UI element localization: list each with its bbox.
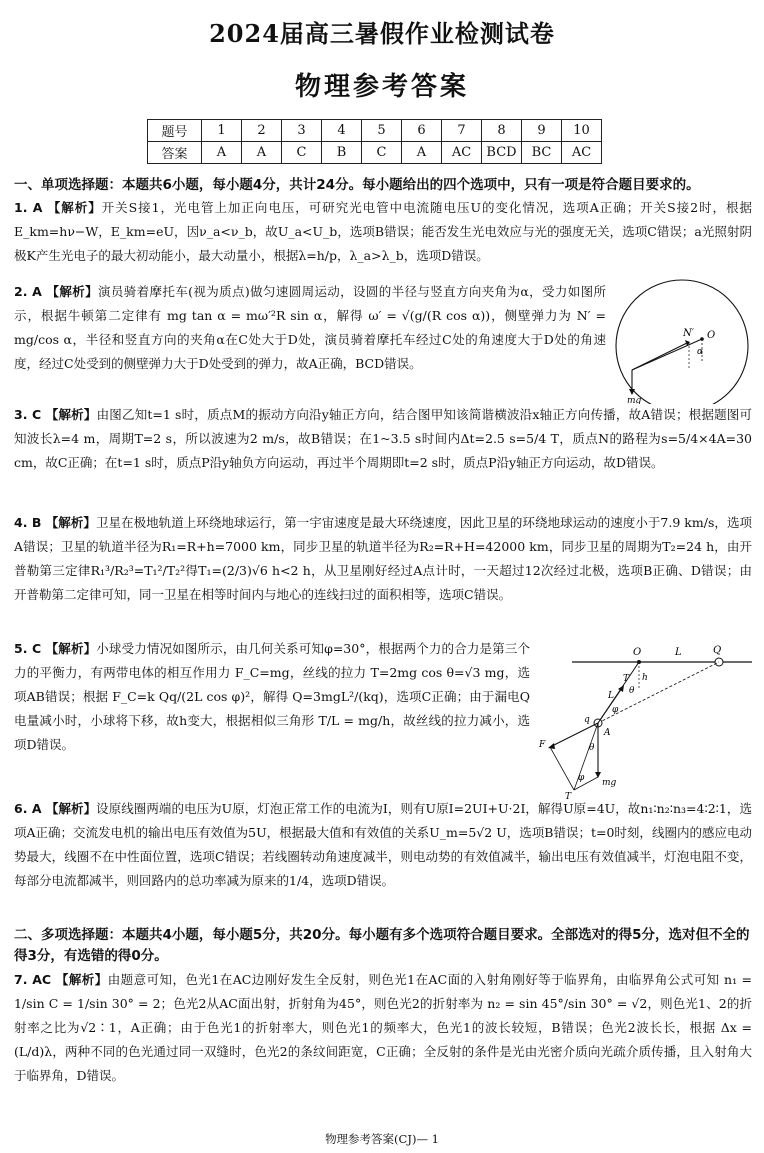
table-cell-number: 7 (442, 120, 482, 142)
normal-force-arrow (632, 342, 689, 370)
answer-item-1 (14, 196, 752, 268)
label-mg: mg (602, 778, 617, 788)
section-heading-single-choice: 一、单项选择题：本题共6小题，每小题4分，共计24分。每小题给出的四个选项中，只有一项是符合题目要求的。 (14, 177, 700, 193)
label-L-top: L (675, 647, 682, 658)
label-F: F (539, 740, 546, 750)
table-cell-answer: C (282, 142, 322, 164)
label-L-side: L (608, 691, 614, 701)
page-footer: 物理参考答案(CJ)— 1 (325, 1132, 439, 1146)
answer-head: 2. A 【解析】 (14, 284, 99, 299)
page-subtitle: 物理参考答案 (294, 72, 469, 102)
answer-text: 由图乙知t=1 s时，质点M的振动方向沿y轴正方向，结合图甲知该简谐横波沿x轴正方向传播，故A错误；根据题图可知波长λ=4 m，周期T=2 s，所以波速为2 m/s，故B错误；在1~3.5 s时间内Δt=2.5 s=5/4 T，质点N的路程为s=5/4×4A=30 cm，故C正确；在t=1 s时，质点P沿y轴负方向运动，再过半个周期即t=2 s时，质点P沿y轴正方向运动，故D错误。 (14, 407, 752, 470)
answer-head: 1. A 【解析】 (14, 200, 102, 215)
answer-item-6 (14, 797, 752, 893)
label-A: A (604, 728, 611, 738)
label-normal-force: N′ (683, 328, 695, 339)
table-cell-number: 4 (322, 120, 362, 142)
table-cell-answer: BCD (482, 142, 522, 164)
answer-table-number-row (148, 120, 602, 142)
table-cell-number: 1 (202, 120, 242, 142)
label-phi-bottom: φ (578, 773, 585, 783)
row-label-answer: 答案 (148, 142, 202, 164)
answer-head: 5. C 【解析】 (14, 641, 97, 656)
table-cell-answer: AC (562, 142, 602, 164)
label-theta-bottom: θ (589, 743, 595, 753)
table-cell-answer: BC (522, 142, 562, 164)
answer-head: 6. A 【解析】 (14, 801, 97, 816)
table-cell-answer: A (242, 142, 282, 164)
answer-text: 设原线圈两端的电压为U原，灯泡正常工作的电流为I，则有U原I=2UI+U·2I，解得U原=4U，故n₁∶n₂∶n₃=4∶2∶1，选项A正确；交流发电机的输出电压有效值为5U，根据最大值和有效值的关系U_m=5√2 U，选项B错误；t=0时刻，线圈内的感应电动势最大，线圈不在中性面位置，选项C错误；若线圈转动角速度减半，则电动势的有效值减半，输出电压有效值减半，灯泡电阻不变，每部分电流都减半，则回路内的总功率减为原来的1/4，选项D错误。 (14, 801, 752, 888)
answer-item-3 (14, 403, 752, 475)
label-center: O (707, 330, 716, 341)
coulomb-force-arrowhead (548, 743, 555, 749)
charged-ball-force-diagram (538, 640, 758, 800)
answer-text: 由题意可知，色光1在AC边刚好发生全反射，则色光1在AC面的入射角刚好等于临界角，由临界角公式可知 n₁ = 1/sin C = 1/sin 30° = 2；色光2从AC面出射，折射角为45°，则色光2的折射率为 n₂ = sin 45°/sin 30° = √2，则色光1、2的折射率之比为√2∶1，A正确；由于色光1的折射率大，则色光1的频率大，色光1的波长较短，B错误；色光2波长长，根据 Δx = (L/d)λ，两种不同的色光通过同一双缝时，色光2的条纹间距宽，C正确；全反射的条件是光由光密介质向光疏介质传播，且入射角大于临界角，D错误。 (14, 972, 752, 1083)
table-cell-number: 8 (482, 120, 522, 142)
label-q: q (584, 715, 590, 725)
circular-motion-diagram (610, 276, 755, 404)
answer-item-7 (14, 968, 752, 1088)
label-Q: Q (713, 645, 722, 656)
table-cell-number: 2 (242, 120, 282, 142)
answer-head: 7. AC 【解析】 (14, 972, 108, 987)
table-cell-answer: A (202, 142, 242, 164)
answer-table (147, 119, 602, 164)
label-T-top: T (623, 674, 630, 684)
table-cell-number: 3 (282, 120, 322, 142)
label-angle: α (697, 347, 704, 357)
label-weight: mg (627, 396, 642, 404)
answer-item-4 (14, 511, 752, 607)
table-cell-answer: A (402, 142, 442, 164)
table-cell-number: 6 (402, 120, 442, 142)
triangle-side-left (550, 747, 574, 790)
section-heading-multiple-choice: 二、多项选择题：本题共4小题，每小题5分，共20分。每小题有多个选项符合题目要求。全部选对的得5分，选对但不全的得3分，有选错的得0分。 (14, 927, 750, 964)
tension-arrowhead (618, 685, 624, 692)
page-title: 2024届高三暑假作业检测试卷 (209, 19, 555, 48)
answer-item-2 (14, 280, 606, 376)
answer-text: 开关S接1，光电管上加正向电压，可研究光电管中电流随电压U的变化情况，选项A正确；开关S接2时，根据E_km=hν−W，E_km=eU，因ν_a<ν_b，故U_a<U_b，选项B错误；能否发生光电效应与光的强度无关，选项C错误；a光照射阴极K产生光电子的最大初动能小，最大动量小，根据λ=h/p，λ_a>λ_b，选项D错误。 (14, 200, 752, 263)
answer-item-5 (14, 637, 530, 757)
table-cell-answer: AC (442, 142, 482, 164)
answer-head: 3. C 【解析】 (14, 407, 97, 422)
row-label-number: 题号 (148, 120, 202, 142)
answer-table-answer-row (148, 142, 602, 164)
table-cell-number: 9 (522, 120, 562, 142)
answer-text: 演员骑着摩托车(视为质点)做匀速圆周运动，设圆的半径与竖直方向夹角为α，受力如图所示，根据牛顿第二定律有 mg tan α = mω′²R sin α，解得 ω′ = √(g/(R cos α))，侧壁弹力为 N′ = mg/cos α，半径和竖直方向的夹角α在C处大于D处，演员骑着摩托车经过C处的角速度大于D处的角速度，经过C处受到的侧壁弹力大于D处受到的弹力，故A正确，BCD错误。 (14, 284, 606, 371)
table-cell-number: 5 (362, 120, 402, 142)
answer-text: 卫星在极地轨道上环绕地球运行，第一宇宙速度是最大环绕速度，因此卫星的环绕地球运动的速度小于7.9 km/s，选项A错误；卫星的轨道半径为R₁=R+h=7000 km，同步卫星的轨道半径为R₂=R+H=42000 km，同步卫星的周期为T₂=24 h，由开普勒第三定律R₁³/R₂³=T₁²/T₂²得T₁=(2/3)√6 h<2 h，从卫星刚好经过A点计时，一天超过12次经过北极，选项B正确、D错误；由开普勒第二定律可知，同一卫星在相等时间内与地心的连线扫过的面积相等，选项C错误。 (14, 515, 752, 602)
label-phi-top: φ (612, 705, 619, 715)
table-cell-answer: B (322, 142, 362, 164)
answer-text: 小球受力情况如图所示，由几何关系可知φ=30°，根据两个力的合力是第三个力的平衡力，有两带电体的相互作用力 F_C=mg，丝线的拉力 T=2mg cos θ=√3 mg，选项AB错误；根据 F_C=k Qq/(2L cos φ)²，解得 Q=3mgL²/(kq)，选项C正确；由于漏电Q电量减小时，小球将下移，故h变大，根据相似三角形 T/L = mg/h，故丝线的拉力减小，选项D错误。 (14, 641, 530, 752)
label-T-bottom: T (565, 792, 572, 800)
table-cell-number: 10 (562, 120, 602, 142)
answer-head: 4. B 【解析】 (14, 515, 96, 530)
label-theta-top: θ (629, 686, 635, 696)
table-cell-answer: C (362, 142, 402, 164)
label-O: O (633, 647, 642, 658)
label-h: h (642, 673, 648, 683)
wall-circle (616, 280, 748, 404)
